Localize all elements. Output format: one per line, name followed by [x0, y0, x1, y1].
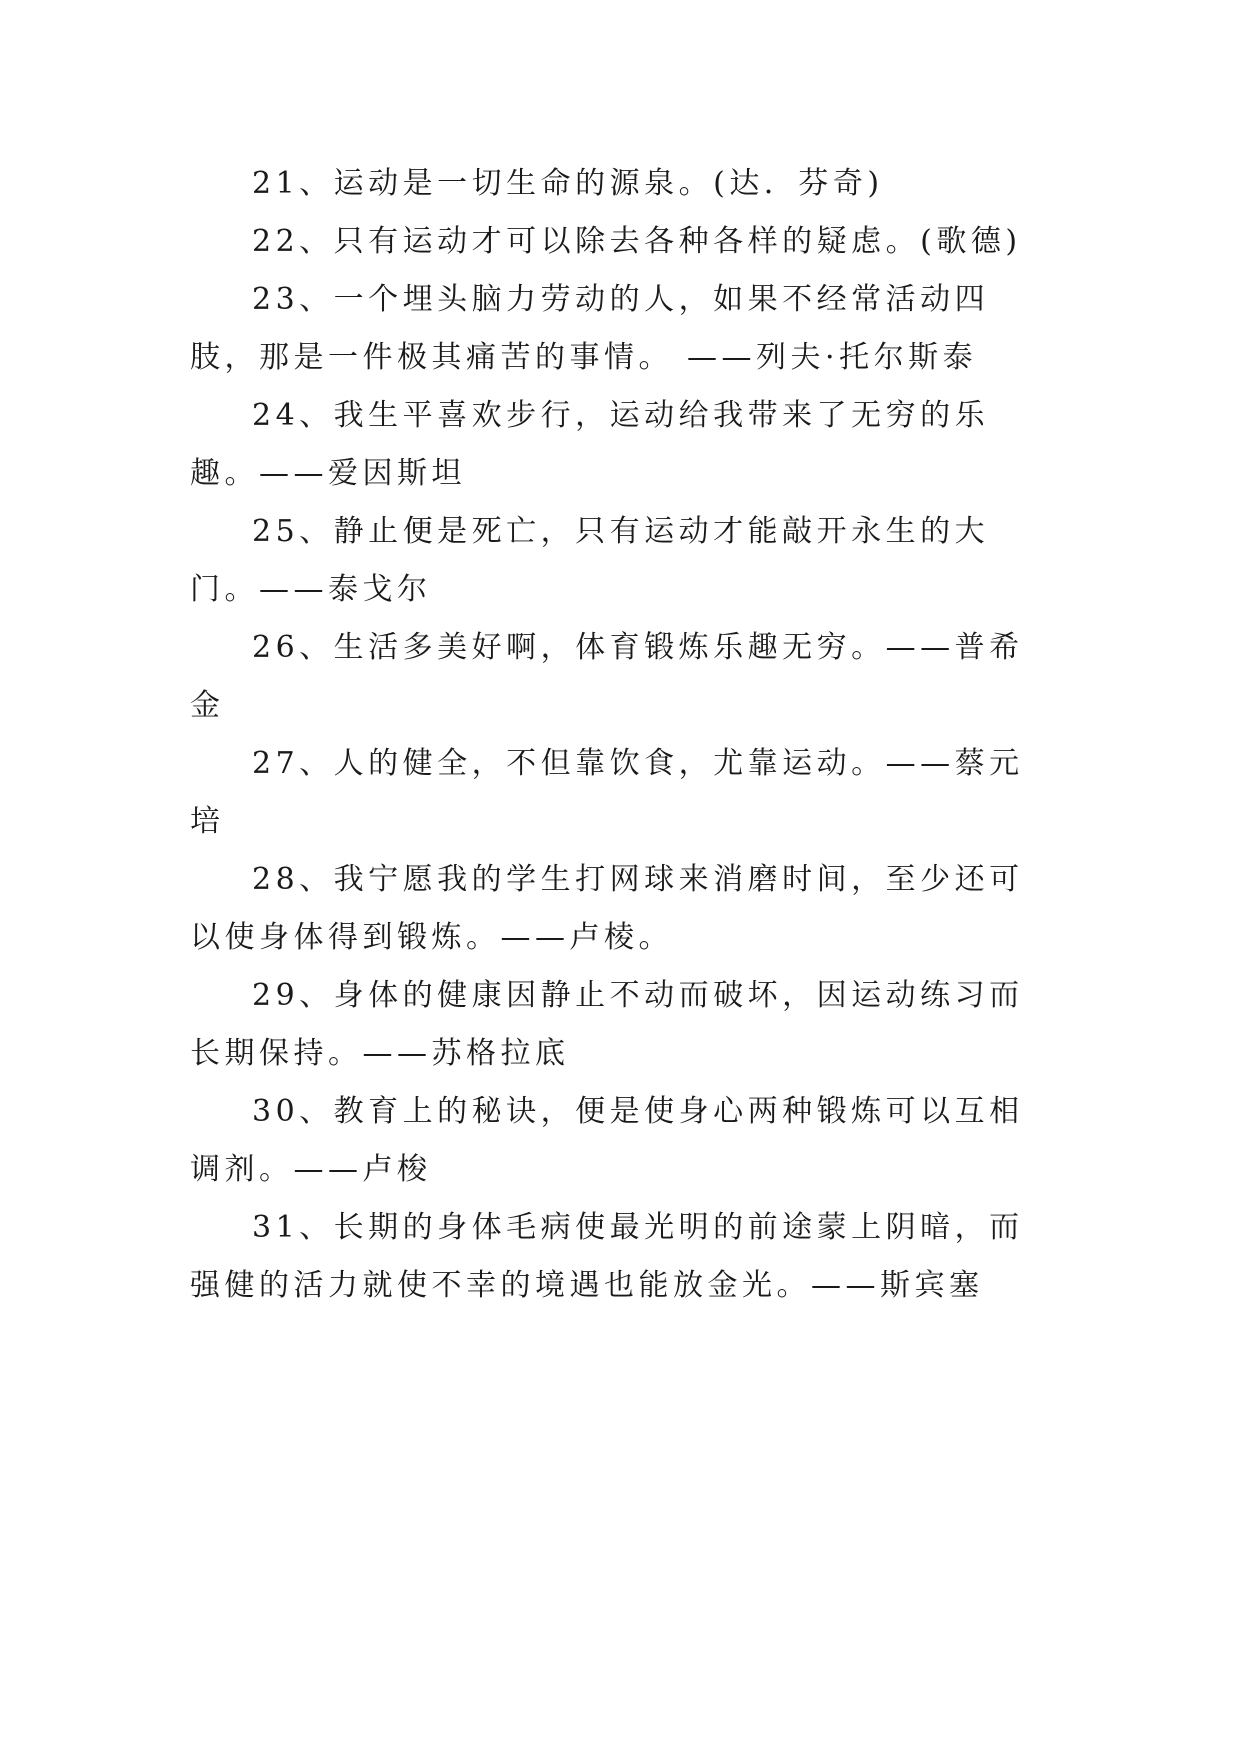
quote-paragraph-24: 24、我生平喜欢步行，运动给我带来了无穷的乐趣。——爱因斯坦	[190, 398, 990, 491]
quote-paragraph-26: 26、生活多美好啊，体育锻炼乐趣无穷。——普希金	[190, 630, 1024, 723]
quote-paragraph-28: 28、我宁愿我的学生打网球来消磨时间，至少还可以使身体得到锻炼。——卢棱。	[190, 862, 1024, 955]
quote-paragraph-22: 22、只有运动才可以除去各种各样的疑虑。(歌德)	[252, 224, 1022, 259]
quote-list	[190, 155, 1050, 1315]
quote-paragraph-25: 25、静止便是死亡，只有运动才能敲开永生的大门。——泰戈尔	[190, 514, 990, 607]
quote-paragraph-31: 31、长期的身体毛病使最光明的前途蒙上阴暗，而强健的活力就使不幸的境遇也能放金光。——斯宾塞	[190, 1210, 1024, 1303]
quote-paragraph-23: 23、一个埋头脑力劳动的人，如果不经常活动四肢，那是一件极其痛苦的事情。 ——列夫·托尔斯泰	[190, 282, 990, 375]
quote-paragraph-21: 21、运动是一切生命的源泉。(达．芬奇)	[252, 166, 884, 201]
quote-paragraph-29: 29、身体的健康因静止不动而破坏，因运动练习而长期保持。——苏格拉底	[190, 978, 1024, 1071]
quote-paragraph-27: 27、人的健全，不但靠饮食，尤靠运动。——蔡元培	[190, 746, 1024, 839]
quote-paragraph-30: 30、教育上的秘诀，便是使身心两种锻炼可以互相调剂。——卢梭	[190, 1094, 1024, 1187]
